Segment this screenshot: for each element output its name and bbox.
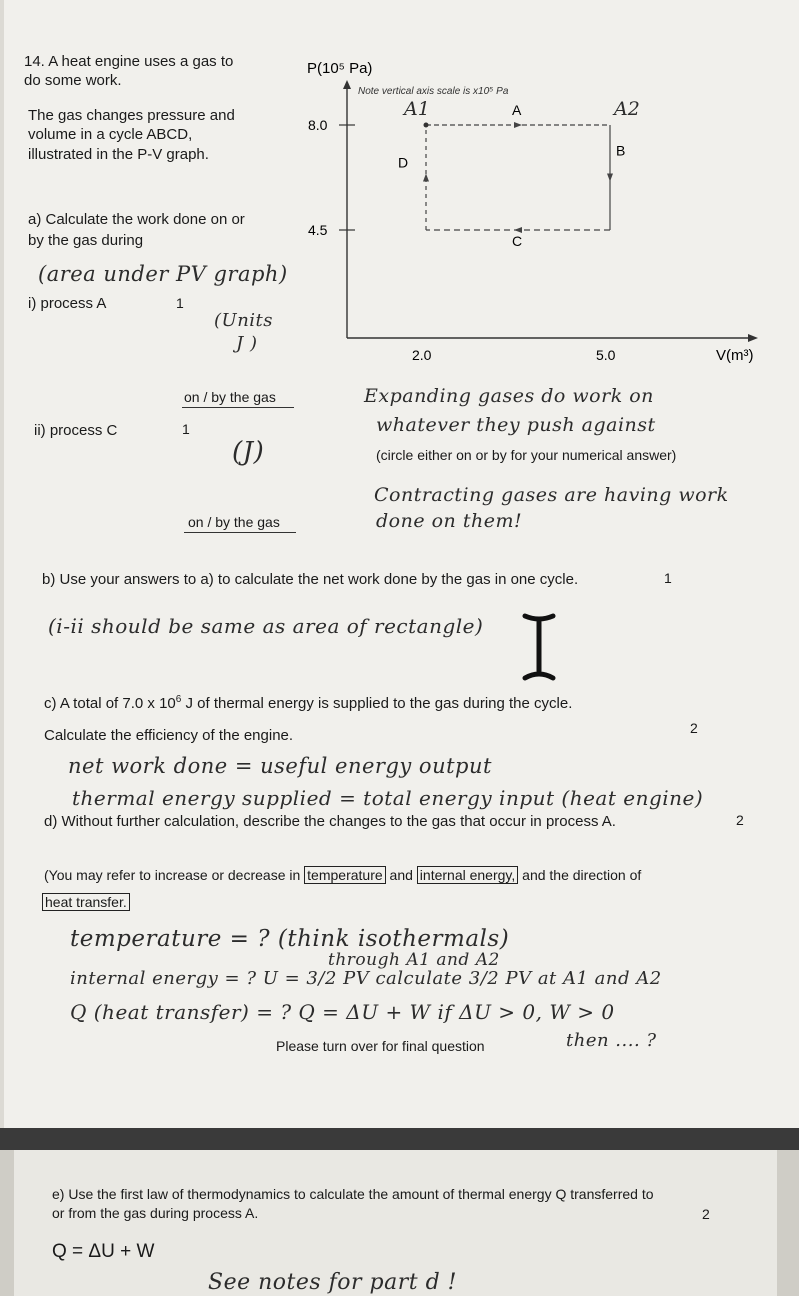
intro-text: illustrated in the P-V graph. [28, 146, 209, 163]
part-c-question: Calculate the efficiency of the engine. [44, 727, 294, 744]
part-a-question: by the gas during [28, 232, 144, 249]
part-a-question: a) Calculate the work done on or [28, 211, 245, 228]
process-a-on-by-choice[interactable]: on / by the gas [184, 389, 276, 405]
circle-instruction: (circle either on or by for your numerical answer) [376, 447, 677, 463]
handwritten-see-notes: See notes for part d ! [208, 1270, 458, 1295]
handwritten-units-note: J ) [236, 333, 258, 354]
y-ticks [308, 117, 355, 238]
handwritten-area-note: (area under PV graph) [38, 262, 288, 286]
process-label-d: D [398, 154, 409, 171]
part-b-mark: 1 [664, 570, 672, 586]
y-axis-label: P(10⁵ Pa) [307, 60, 373, 77]
first-law-formula: Q = ΔU + W [52, 1241, 155, 1262]
page-gap [0, 1128, 799, 1150]
part-c-question: c) A total of 7.0 x $10^6$ J of thermal energy is supplied to the gas during the cycle. [44, 694, 573, 712]
handwritten-temperature-note: through A1 and A2 [328, 950, 500, 970]
part-c-mark: 2 [690, 720, 698, 736]
axis-scale-note: Note vertical axis scale is x10⁵ Pa [358, 86, 509, 97]
worksheet-page-2 [0, 1150, 799, 1296]
handwritten-temperature-note: temperature = ? (think isothermals) [70, 926, 510, 952]
handwritten-rectangle-note: (i-ii should be same as area of rectangle) [48, 614, 484, 638]
highlight-box: internal energy, [417, 866, 518, 884]
process-c-label: ii) process C [34, 422, 118, 439]
process-c-mark: 1 [182, 421, 190, 437]
y-tick-label: 8.0 [308, 117, 328, 133]
cursor-ibeam-icon [519, 612, 559, 682]
answer-line [184, 532, 296, 533]
handwritten-contracting-note: done on them! [376, 510, 523, 532]
answer-line [182, 407, 294, 408]
handwritten-contracting-note: Contracting gases are having work [374, 484, 729, 506]
process-label-a: A [512, 102, 522, 118]
x-axis-arrow-icon [748, 334, 758, 342]
handwritten-units-note: (Units [214, 310, 274, 331]
point-label-a2: A2 [614, 98, 640, 120]
point-a1-dot [424, 123, 429, 128]
process-label-c: C [512, 233, 523, 249]
part-e-mark: 2 [702, 1206, 710, 1222]
x-ticks [412, 347, 616, 363]
cycle-lines [423, 122, 613, 233]
part-d-mark: 2 [736, 812, 744, 828]
part-e-question: e) Use the first law of thermodynamics to calculate the amount of thermal energy Q transferred to [52, 1186, 654, 1202]
handwritten-internal-energy-note: internal energy = ? U = 3/2 PV calculate 3/2 PV at A1 and A2 [70, 968, 662, 989]
process-a-mark: 1 [176, 295, 184, 311]
arrow-down-icon [607, 174, 613, 182]
turn-over-note: Please turn over for final question [276, 1038, 485, 1054]
part-e-question: or from the gas during process A. [52, 1205, 259, 1221]
handwritten-efficiency-note: thermal energy supplied = total energy input (heat engine) [72, 786, 704, 810]
handwritten-efficiency-note: net work done = useful energy output [68, 754, 492, 778]
x-axis-label: V(m³) [716, 347, 754, 364]
handwritten-expanding-note: Expanding gases do work on [364, 385, 654, 407]
process-c-on-by-choice[interactable]: on / by the gas [188, 514, 280, 530]
highlight-box: heat transfer. [42, 893, 130, 911]
arrow-right-icon [514, 122, 522, 128]
handwritten-joules: (J) [232, 437, 265, 467]
highlight-box: temperature [304, 866, 385, 884]
y-tick-label: 4.5 [308, 222, 328, 238]
part-d-hint: (You may refer to increase or decrease in temperature and internal energy, and the direction of [44, 867, 642, 883]
y-axis-arrow-icon [343, 80, 351, 89]
pv-graph [4, 0, 799, 380]
intro-text: volume in a cycle ABCD, [28, 126, 193, 143]
x-tick-label: 5.0 [596, 347, 616, 363]
question-header-cont: do some work. [24, 72, 122, 89]
intro-text: The gas changes pressure and [28, 107, 235, 124]
point-label-a1: A1 [404, 98, 430, 120]
x-tick-label: 2.0 [412, 347, 432, 363]
part-d-hint [42, 893, 130, 912]
process-labels [398, 102, 625, 249]
process-a-label: i) process A [28, 295, 107, 312]
question-header: 14. A heat engine uses a gas to [24, 53, 234, 70]
handwritten-then-note: then .... ? [566, 1030, 657, 1051]
handwritten-expanding-note: whatever they push against [376, 414, 656, 436]
arrow-up-icon [423, 174, 429, 182]
handwritten-heat-note: Q (heat transfer) = ? Q = ΔU + W if ΔU > 0, W > 0 [70, 1000, 615, 1024]
process-label-b: B [616, 142, 626, 159]
part-b-question: b) Use your answers to a) to calculate the net work done by the gas in one cycle. [42, 571, 579, 588]
part-d-question: d) Without further calculation, describe the changes to the gas that occur in process A. [44, 813, 616, 830]
